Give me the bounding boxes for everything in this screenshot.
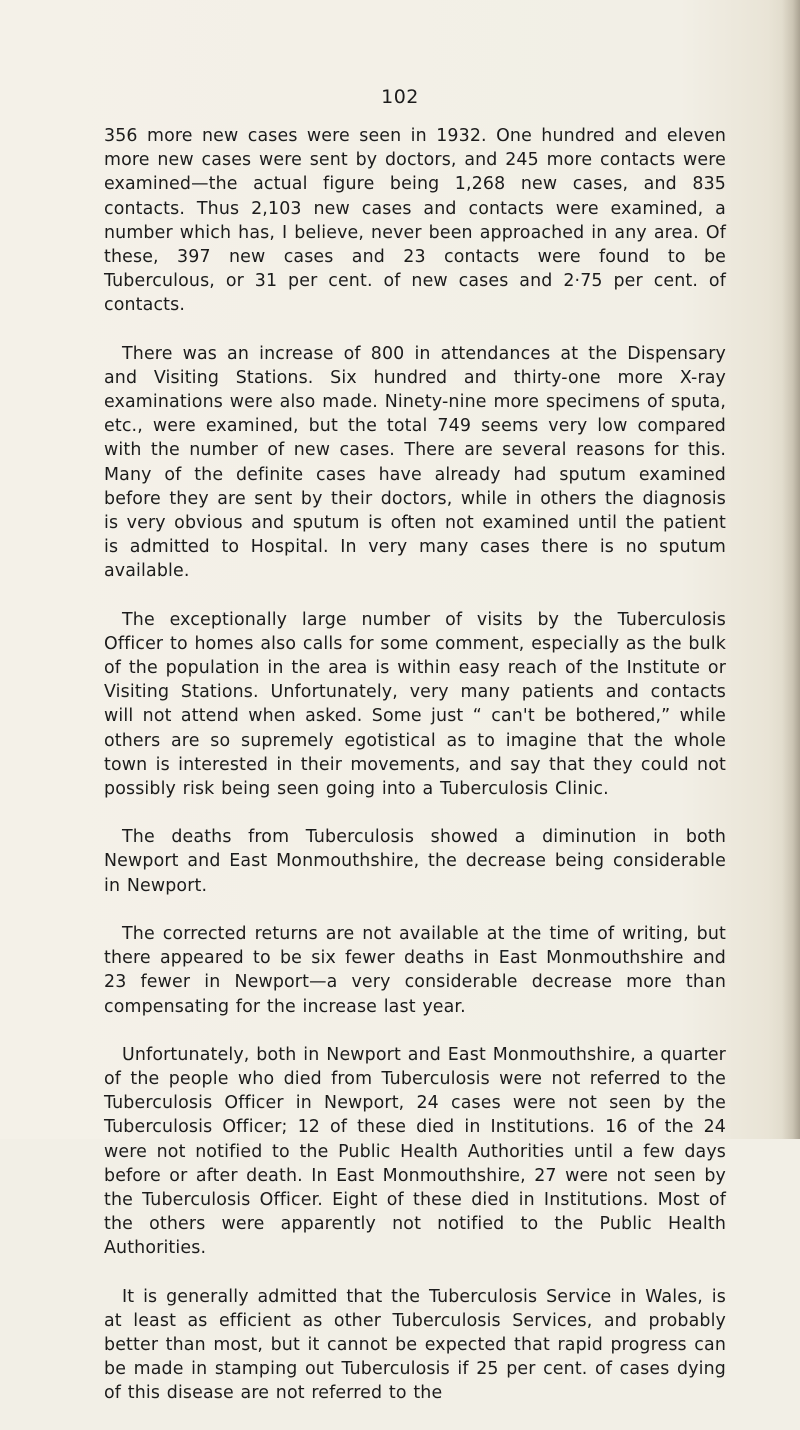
- paragraph-deaths: The deaths from Tuberculosis showed a diminution in both Newport and East Monmouthshire, the decrease being considerable in Newport.: [104, 827, 726, 896]
- paragraph-service-efficiency: It is generally admitted that the Tuberculosis Service in Wales, is at least as efficient as other Tuberculosis Services, and probably better than most, but it cannot be expected that rapid progress can be made in stamping out Tuberculosis if 25 per cent. of cases dying of this disease are not referred to the: [104, 1286, 726, 1404]
- paragraph-attendances: There was an increase of 800 in attendances at the Dispensary and Visiting Stations. Six hundred and thirty-one more X-ray examinations were also made. Ninety-nine more specimens of sputa, etc., were examined, but the total 749 seems very low compared with the number of new cases. There are several reasons for this. Many of the definite cases have already had sputum examined before they are sent by their doctors, while in others the diagnosis is very obvious and sputum is often not examined until the patient is admitted to Hospital. In very many cases there is no sputum available.: [104, 343, 726, 582]
- body-text: [104, 124, 726, 1430]
- paragraph-new-cases: 356 more new cases were seen in 1932. One hundred and eleven more new cases were sent by doctors, and 245 more contacts were examined—the actual figure being 1,268 new cases, and 835 contacts. Thus 2,103 new cases and contacts were examined, a number which has, I believe, never been approached in any area. Of these, 397 new cases and 23 contacts were found to be Tuberculous, or 31 per cent. of new cases and 2·75 per cent. of contacts.: [104, 126, 726, 316]
- page-edge-shadow: [782, 0, 800, 1139]
- paragraph-home-visits: The exceptionally large number of visits by the Tuberculosis Officer to homes also calls for some comment, especially as the bulk of the population in the area is within easy reach of the Institute or Visiting Stations. Unfortunately, very many patients and contacts will not attend when asked. Some just “ can't be bothered,” while others are so supremely egotistical as to imagine that the whole town is interested in their movements, and say that they could not possibly risk being seen going into a Tuberculosis Clinic.: [104, 609, 726, 800]
- paragraph-corrected-returns: The corrected returns are not available at the time of writing, but there appeared to be six fewer deaths in East Monmouthshire and 23 fewer in Newport—a very considerable decrease more than compensating for the increase last year.: [104, 923, 726, 1017]
- page-number: 102: [381, 86, 419, 108]
- paragraph-not-referred: Unfortunately, both in Newport and East Monmouthshire, a quarter of the people who died from Tuberculosis were not referred to the Tuberculosis Officer in Newport, 24 cases were not seen by the Tuberculosis Officer; 12 of these died in Institutions. 16 of the 24 were not notified to the Public Health Authorities until a few days before or after death. In East Monmouthshire, 27 were not seen by the Tuberculosis Officer. Eight of these died in Institutions. Most of the others were apparently not notified to the Public Health Authorities.: [104, 1044, 726, 1259]
